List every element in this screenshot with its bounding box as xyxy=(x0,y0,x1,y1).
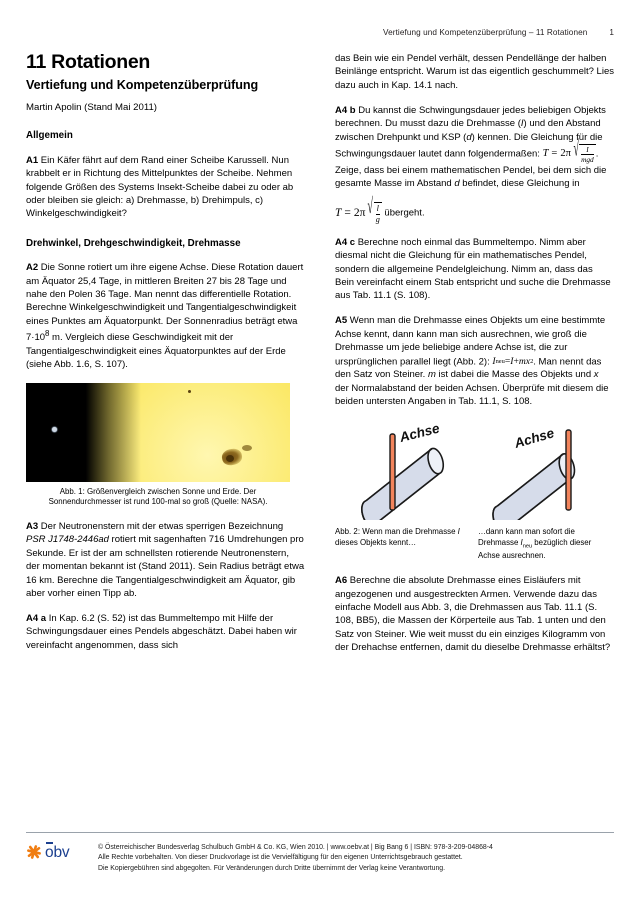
fig2-cap-right-symbol: I xyxy=(520,537,523,547)
steiner-plus: + xyxy=(513,355,519,367)
figure-2-caption-left xyxy=(335,524,470,561)
fig2-cap-left-part2: dieses Objekts kennt… xyxy=(335,537,417,547)
formula2-lhs: T xyxy=(335,207,342,220)
footer-divider xyxy=(26,832,614,833)
axis-label-right: Achse xyxy=(512,425,556,452)
steiner-I-new: I xyxy=(492,355,496,367)
page-number: 1 xyxy=(609,28,614,37)
exercise-a3 xyxy=(26,520,305,601)
exercise-text-a5-part4: der Normalabstand der beiden Achsen. Überprüfe mit diesem die beiden untersten Angaben in Tab. 11.1, S. 108. xyxy=(335,382,609,408)
steiner-I: I xyxy=(510,355,514,367)
cylinder-figure-left xyxy=(335,420,470,520)
formula-period-simple xyxy=(335,195,382,225)
exercise-a1 xyxy=(26,154,305,221)
symbol-distance: d xyxy=(466,131,472,143)
formula1-denominator: mgd xyxy=(581,154,594,164)
running-head-title: Vertiefung und Kompetenzüberprüfung – 11 Rotationen xyxy=(383,28,588,37)
exercise-text-a2-part1: Die Sonne rotiert um ihre eigene Achse. Diese Rotation dauert am Äquator 25,4 Tage, in mittleren Breiten 27 bis 28 Tage und nahe den Polen 36 Tage. Man nennt das differentielle Rotation. Berechne Winkelgeschwindigkeit und Tangentialgeschwindigkeit eines Punktes am Äquatorpunkt. Der Sonnenradius beträgt etwa 7·10 xyxy=(26,262,304,344)
exercise-label-a5: A5 xyxy=(335,315,348,327)
continuation-paragraph: das Bein wie ein Pendel verhält, dessen Pendellänge der halben Beinlänge entspricht. Warum ist das eigentlich geschummelt? Lies dazu auch in Kap. 14.1 nach. xyxy=(335,53,614,91)
exercise-text-a4b-part5: befindet, diese Gleichung in xyxy=(459,178,580,190)
copyright-line-2: Alle Rechte vorbehalten. Von dieser Druckvorlage ist die Vervielfältigung für den eigenen Unterrichtsgebrauch gestattet. xyxy=(98,854,463,862)
figure-sun-earth-comparison xyxy=(26,383,290,482)
exercise-text-a4b-part2: ) und den Abstand zwischen Drehpunkt und KSP ( xyxy=(335,118,601,143)
pulsar-designation: PSR J1748-2446ad xyxy=(26,534,109,546)
exponent-a2: 8 xyxy=(45,329,50,339)
steiner-equals: = xyxy=(504,355,511,367)
figure-1-caption: Abb. 1: Größenvergleich zwischen Sonne und Erde. Der Sonnendurchmesser ist rund 100-mal so groß (Quelle: NASA). xyxy=(48,487,268,507)
fig2-cap-right-subscript: neu xyxy=(522,543,533,550)
sqrt-symbol-2 xyxy=(366,195,381,225)
publisher-logo xyxy=(26,843,94,860)
formula-steiner xyxy=(492,355,533,369)
symbol-mass: m xyxy=(427,369,436,381)
formula2-denominator: g xyxy=(375,215,380,225)
steiner-x: x xyxy=(525,355,531,367)
exercise-text-a4b-part3: ) kennen. Die Gleichung für die Schwingungsdauer lautet dann folgendermaßen: xyxy=(335,131,603,160)
exercise-text-a6: Berechne die absolute Drehmasse eines Eisläufers mit angezogenen und ausgestreckten Armen. Verwende dazu das einfache Modell aus Abb. 3, die Drehmassen aus Tab. 11.1 (S. 108, BB5), die Massen der Körperteile aus Tab. 1 unten und den Satz von Steiner. Wie weit musst du ein einziges Kilogramm von der Drehachse entfernen, damit du dieselbe Drehmasse erhältst? xyxy=(335,575,611,654)
exercise-label-a4b: A4 b xyxy=(335,104,356,116)
symbol-x: x xyxy=(593,369,599,381)
fig2-cap-left-symbol: I xyxy=(457,527,460,537)
radical-glyph: √ xyxy=(573,138,579,162)
fraction-l-over-g xyxy=(374,202,382,224)
sqrt-symbol xyxy=(572,138,596,164)
publisher-logo-text: obv xyxy=(45,844,70,862)
exercise-label-a2: A2 xyxy=(26,262,39,274)
exercise-label-a4a: A4 a xyxy=(26,612,47,624)
steiner-subscript: neu xyxy=(495,357,505,365)
two-column-body xyxy=(26,52,614,655)
exercise-a5 xyxy=(335,314,614,408)
exercise-a4b xyxy=(335,104,614,191)
copyright-line-3: Die Kopiergebühren sind abgegolten. Für Veränderungen durch Dritte übernimmt der Verlag keine Verantwortung. xyxy=(98,864,446,872)
axis-label-left: Achse xyxy=(398,420,442,446)
formula1-equals: = xyxy=(551,147,558,159)
right-column xyxy=(335,52,614,655)
exercise-text-a1: Ein Käfer fährt auf dem Rand einer Scheibe Karussell. Nun krabbelt er in Richtung des Mittelpunktes der Scheibe. Nehmen folgende Größen des Systems Insekt-Scheibe dabei zu oder ab oder bleiben sie gleich: a) Drehmasse, b) Drehimpuls, c) Winkelgeschwindigkeit? xyxy=(26,154,294,220)
figure-2-captions xyxy=(335,524,614,561)
page-subtitle: Vertiefung und Kompetenzüberprüfung xyxy=(26,78,259,93)
exercise-label-a3: A3 xyxy=(26,520,39,532)
exercise-text-a3-part1: Der Neutronenstern mit der etwas sperrigen Bezeichnung xyxy=(38,520,284,532)
exercise-a6 xyxy=(335,574,614,655)
formula1-numerator: I xyxy=(586,144,589,154)
exercise-text-a5-part2: . Man nennt das den Satz von Steiner. xyxy=(335,356,602,381)
exercise-a4c xyxy=(335,236,614,303)
exercise-label-a6: A6 xyxy=(335,575,348,587)
exercise-text-a3-part2: rotiert mit sagenhaften 716 Umdrehungen pro Sekunde. Er ist der am schnellsten rotierende Neutronenstern, der momentan bekannt ist (Stand 2011). Sein Radius beträgt etwa 16 km. Berechne die Tangentialgeschwindigkeit am Äquator, gib aber vorher einen Tipp ab. xyxy=(26,534,305,599)
cylinder-axis-center-svg xyxy=(335,420,470,520)
fraction-inertia-over-mgd xyxy=(579,144,596,164)
steiner-exponent: 2 xyxy=(530,357,534,365)
exercise-label-a4c: A4 c xyxy=(335,236,356,248)
cylinder-figure-right xyxy=(478,420,613,520)
fig2-cap-right-part2: bezüglich dieser Achse ausrechnen. xyxy=(478,537,592,560)
exercise-text-a2-part2: m. Vergleich diese Geschwindigkeit mit der Tangentialgeschwindigkeit eines Äquatorpunktes auf der Erde (siehe Abb. 1.6, S. 107). xyxy=(26,332,286,371)
section-heading-drehwinkel: Drehwinkel, Drehgeschwindigkeit, Drehmasse xyxy=(26,237,241,249)
formula2-coefficient: 2π xyxy=(353,207,366,220)
formula1-coefficient: 2π xyxy=(560,147,571,159)
exercise-label-a1: A1 xyxy=(26,154,39,166)
copyright-line-1: © Österreichischer Bundesverlag Schulbuch GmbH & Co. KG, Wien 2010. | www.oebv.at | Big Bang 6 | ISBN: 978-3-209-04868-4 xyxy=(98,844,493,851)
page-title: 11 Rotationen xyxy=(26,51,151,73)
figure-2-cylinders xyxy=(335,420,614,520)
exercise-text-a5-part1: Wenn man die Drehmasse eines Objekts um eine bestimmte Achse kennt, dann kann man sich ausrechnen, wie groß die Drehmasse um jede beliebige andere Achse ist, die zur ursprünglichen parallel liegt (Abb. 2): xyxy=(335,315,606,368)
radical-glyph-2: √ xyxy=(367,195,374,220)
formula-line-math-pendulum xyxy=(335,195,614,225)
copyright-block xyxy=(94,843,493,874)
left-column xyxy=(26,52,305,655)
formula1-lhs: T xyxy=(542,147,549,159)
sun-limb-shadow xyxy=(26,383,141,482)
exercise-a4a xyxy=(26,612,305,652)
author-line: Martin Apolin (Stand Mai 2011) xyxy=(26,101,158,113)
symbol-inertia: I xyxy=(520,118,524,130)
fig2-cap-right-part1: …dann kann man sofort die Drehmasse xyxy=(478,527,575,547)
steiner-mass: m xyxy=(518,355,526,367)
exercise-a2 xyxy=(26,261,305,372)
figure-2-caption-right xyxy=(478,524,613,561)
fig2-cap-left-part1: Abb. 2: Wenn man die Drehmasse xyxy=(335,527,458,537)
exercise-text-a4b-part4: . Zeige, dass bei einem mathematischen Pendel, bei dem sich die gesamte Masse im Abstand xyxy=(335,148,607,190)
asterisk-icon-svg xyxy=(26,844,42,860)
running-head xyxy=(0,28,614,37)
page-footer xyxy=(26,843,620,874)
cylinder-axis-end-svg xyxy=(478,420,613,520)
exercise-text-a4a: In Kap. 6.2 (S. 52) ist das Bummeltempo mit Hilfe der Schwingungsdauer eines Pendels abgeschätzt. Dabei haben wir vereinfacht angenommen, dass sich xyxy=(26,612,297,651)
asterisk-icon xyxy=(26,844,42,860)
formula-period-general xyxy=(542,138,596,164)
formula2-equals: = xyxy=(344,207,351,220)
exercise-text-a5-part3: ist dabei die Masse des Objekts und xyxy=(435,369,594,381)
exercise-text-a4c: Berechne noch einmal das Bummeltempo. Nimm aber diesmal nicht die Gleichung für ein mathematisches Pendel, sondern die allgemeine Pendelgleichung. Nimm an, dass das Bein vereinfacht einem Stab entspricht und suche die Drehmasse aus Tab. 11.1 (S. 108). xyxy=(335,236,611,302)
section-heading-allgemein: Allgemein xyxy=(26,130,73,142)
symbol-distance-2: d xyxy=(454,178,460,190)
exercise-text-a4b-part6: übergeht. xyxy=(381,207,425,219)
exercise-text-a4b-part1: Du kannst die Schwingungsdauer jedes beliebigen Objekts berechnen. Du musst dazu die Drehmasse ( xyxy=(335,104,606,130)
formula2-numerator: l xyxy=(376,203,379,213)
